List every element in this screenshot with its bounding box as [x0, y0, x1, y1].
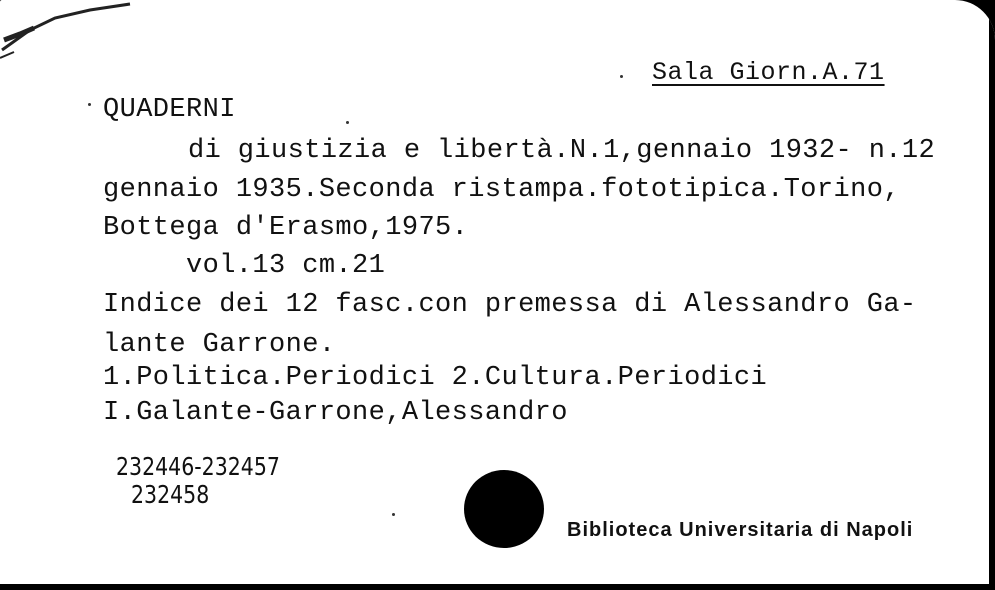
- speck: [88, 103, 91, 106]
- inventory-range: 232446-232457: [116, 452, 280, 481]
- speck: [346, 121, 349, 124]
- record-line-2: gennaio 1935.Seconda ristampa.fototipica.Torino,: [103, 175, 900, 205]
- added-entry: I.Galante-Garrone,Alessandro: [103, 398, 568, 428]
- library-stamp: Biblioteca Universitaria di Napoli: [567, 519, 914, 541]
- record-line-3: Bottega d'Erasmo,1975.: [103, 213, 469, 243]
- shelfmark: Sala Giorn.A.71: [652, 58, 885, 87]
- record-line-4: vol.13 cm.21: [186, 251, 386, 281]
- record-title: QUADERNI: [103, 95, 236, 125]
- corner-smudge-icon: [0, 0, 140, 70]
- speck: [392, 513, 395, 516]
- record-line-6: lante Garrone.: [103, 330, 336, 360]
- subject-headings: 1.Politica.Periodici 2.Cultura.Periodici: [103, 363, 768, 393]
- record-line-1: di giustizia e libertà.N.1,gennaio 1932- n.12: [188, 136, 936, 166]
- card-edge: [989, 0, 995, 590]
- speck: [620, 75, 623, 78]
- stamp-dot-icon: [464, 470, 544, 548]
- record-line-5: Indice dei 12 fasc.con premessa di Alessandro Ga-: [103, 290, 917, 320]
- inventory-number: 232458: [131, 480, 210, 509]
- card-bottom-edge: [0, 584, 995, 590]
